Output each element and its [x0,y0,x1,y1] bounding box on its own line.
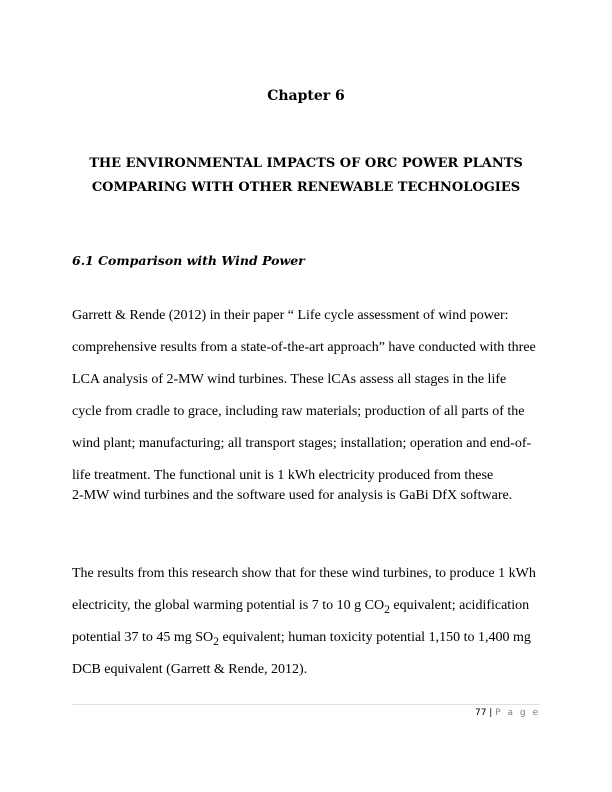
document-title-line-2: COMPARING WITH OTHER RENEWABLE TECHNOLOGIES [91,180,521,195]
text-segment: electricity, the global warming potential is 7 to 10 g CO [72,598,385,613]
text-segment: equivalent; human toxicity potential 1,150 to 1,400 mg [219,630,531,645]
chapter-title: Chapter 6 [267,88,345,104]
page-footer [475,707,540,719]
footer-separator: | [489,708,493,718]
paragraph-line [72,628,542,660]
paragraph-line: DCB equivalent (Garrett & Rende, 2012). [72,662,308,677]
paragraph-line: LCA analysis of 2-MW wind turbines. These lCAs assess all stages in the life [72,372,507,387]
text-segment: potential 37 to 45 mg SO [72,630,214,645]
paragraph-1 [72,306,542,518]
paragraph-line: Garrett & Rende (2012) in their paper “ Life cycle assessment of wind power: [72,308,509,323]
subscript: 2 [213,634,219,648]
footer-divider [72,704,540,705]
paragraph-line: wind plant; manufacturing; all transport stages; installation; operation and end-of- [72,436,532,451]
paragraph-line: life treatment. The functional unit is 1 kWh electricity produced from these [72,468,494,483]
document-title [0,152,612,200]
text-segment: equivalent; acidification [389,598,530,613]
page-number: 77 [474,708,487,718]
paragraph-line: 2-MW wind turbines and the software used for analysis is GaBi DfX software. [72,488,513,503]
paragraph-line: comprehensive results from a state-of-the-art approach” have conducted with three [72,340,536,355]
paragraph-line [72,596,542,628]
document-title-line-1: THE ENVIRONMENTAL IMPACTS OF ORC POWER PLANTS [89,156,523,171]
paragraph-2 [72,564,542,692]
section-heading: 6.1 Comparison with Wind Power [72,253,305,268]
page-label: P a g e [495,708,540,718]
paragraph-line: The results from this research show that for these wind turbines, to produce 1 kWh [72,566,536,581]
paragraph-line: cycle from cradle to grace, including raw materials; production of all parts of the [72,404,525,419]
subscript: 2 [384,602,390,616]
